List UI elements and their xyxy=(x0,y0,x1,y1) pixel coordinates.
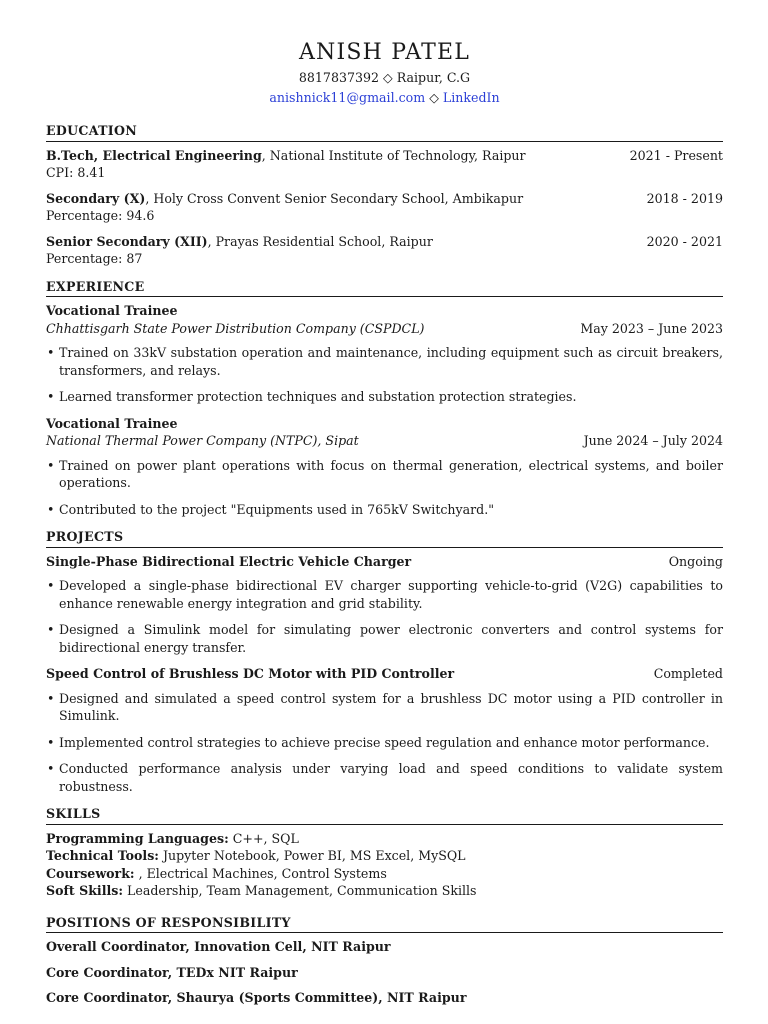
experience-entry xyxy=(46,302,723,406)
email-link[interactable]: anishnick11@gmail.com xyxy=(269,90,426,105)
skill-value: Jupyter Notebook, Power BI, MS Excel, MySQL xyxy=(158,848,466,863)
bullet-item: • Learned transformer protection techniques and substation protection strategies. xyxy=(46,388,723,406)
bullet-item: • Trained on power plant operations with focus on thermal generation, electrical systems, and boiler operations. xyxy=(46,457,723,492)
project-status: Ongoing xyxy=(668,553,723,569)
bullet-item: • Designed a Simulink model for simulating power electronic converters and control systems for bidirectional energy transfer. xyxy=(46,621,723,656)
skill-row xyxy=(46,882,723,900)
separator-diamond-icon: ◇ xyxy=(429,90,439,105)
education-entry xyxy=(46,147,723,182)
project-name: Single-Phase Bidirectional Electric Vehicle Charger xyxy=(46,553,412,569)
institution: , Holy Cross Convent Senior Secondary School, Ambikapur xyxy=(145,190,524,206)
skill-label: Programming Languages: xyxy=(46,830,229,846)
bullet-item: • Contributed to the project "Equipments used in 765kV Switchyard." xyxy=(46,501,723,519)
location: Raipur, C.G xyxy=(396,70,471,85)
phone-number: 8817837392 xyxy=(298,70,380,85)
education-entry xyxy=(46,233,723,268)
contact-line-2 xyxy=(46,88,723,108)
bullet-item: • Trained on 33kV substation operation and maintenance, including equipment such as circuit breakers, transformers, and relays. xyxy=(46,344,723,379)
education-dates: 2020 - 2021 xyxy=(646,233,723,249)
skill-label: Coursework: xyxy=(46,865,135,881)
positions-heading: POSITIONS OF RESPONSIBILITY xyxy=(46,914,723,934)
education-dates: 2021 - Present xyxy=(629,147,723,163)
project-entry xyxy=(46,665,723,795)
skill-row xyxy=(46,830,723,848)
skill-row xyxy=(46,847,723,865)
skill-label: Soft Skills: xyxy=(46,883,124,898)
separator-diamond-icon: ◇ xyxy=(383,70,393,85)
resume-header xyxy=(46,38,723,108)
position-item: Core Coordinator, TEDx NIT Raipur xyxy=(46,964,298,980)
experience-heading: EXPERIENCE xyxy=(46,278,723,298)
linkedin-link[interactable]: LinkedIn xyxy=(442,90,500,105)
contact-line-1 xyxy=(46,68,723,88)
bullet-item: • Developed a single-phase bidirectional EV charger supporting vehicle-to-grid (V2G) capabilities to enhance renewable energy integration and grid stability. xyxy=(46,577,723,612)
resume-page xyxy=(46,38,723,1015)
job-role: Vocational Trainee xyxy=(46,303,178,318)
bullet-item: • Implemented control strategies to achieve precise speed regulation and enhance motor performance. xyxy=(46,734,723,752)
skill-row xyxy=(46,865,723,883)
position-item: Core Coordinator, Shaurya (Sports Committee), NIT Raipur xyxy=(46,990,467,1005)
job-role: Vocational Trainee xyxy=(46,415,178,431)
degree: Secondary (X) xyxy=(46,190,146,206)
bullet-item: • Designed and simulated a speed control system for a brushless DC motor using a PID controller in Simulink. xyxy=(46,690,723,725)
education-score: Percentage: 94.6 xyxy=(46,208,155,223)
project-status: Completed xyxy=(653,666,723,681)
bullet-item: • Conducted performance analysis under varying load and speed conditions to validate system robustness. xyxy=(46,760,723,795)
skill-value: C++, SQL xyxy=(228,830,299,846)
institution: , National Institute of Technology, Raipur xyxy=(261,147,526,163)
education-score: Percentage: 87 xyxy=(46,251,143,266)
education-heading: EDUCATION xyxy=(46,122,723,142)
skill-value: , Electrical Machines, Control Systems xyxy=(134,865,387,881)
skill-value: Leadership, Team Management, Communication Skills xyxy=(123,883,477,898)
project-name: Speed Control of Brushless DC Motor with PID Controller xyxy=(46,666,455,681)
institution: , Prayas Residential School, Raipur xyxy=(207,233,433,249)
education-dates: 2018 - 2019 xyxy=(646,190,723,206)
experience-bullets xyxy=(46,344,723,406)
projects-heading: PROJECTS xyxy=(46,528,723,548)
experience-bullets xyxy=(46,457,723,519)
company-name: National Thermal Power Company (NTPC), Sipat xyxy=(46,433,359,448)
education-score: CPI: 8.41 xyxy=(46,165,106,180)
project-bullets xyxy=(46,690,723,796)
skills-list xyxy=(46,830,723,900)
project-bullets xyxy=(46,577,723,656)
company-name: Chhattisgarh State Power Distribution Company (CSPDCL) xyxy=(46,320,425,336)
project-entry xyxy=(46,553,723,657)
candidate-name: ANISH PATEL xyxy=(298,40,471,65)
position-item: Overall Coordinator, Innovation Cell, NIT Raipur xyxy=(46,939,391,954)
experience-entry xyxy=(46,415,723,519)
skills-heading: SKILLS xyxy=(46,805,723,825)
degree: Senior Secondary (XII) xyxy=(46,233,208,249)
degree: B.Tech, Electrical Engineering xyxy=(46,147,262,163)
experience-dates: June 2024 – July 2024 xyxy=(583,433,723,448)
skill-label: Technical Tools: xyxy=(46,848,159,863)
experience-dates: May 2023 – June 2023 xyxy=(580,320,723,336)
education-entry xyxy=(46,190,723,225)
